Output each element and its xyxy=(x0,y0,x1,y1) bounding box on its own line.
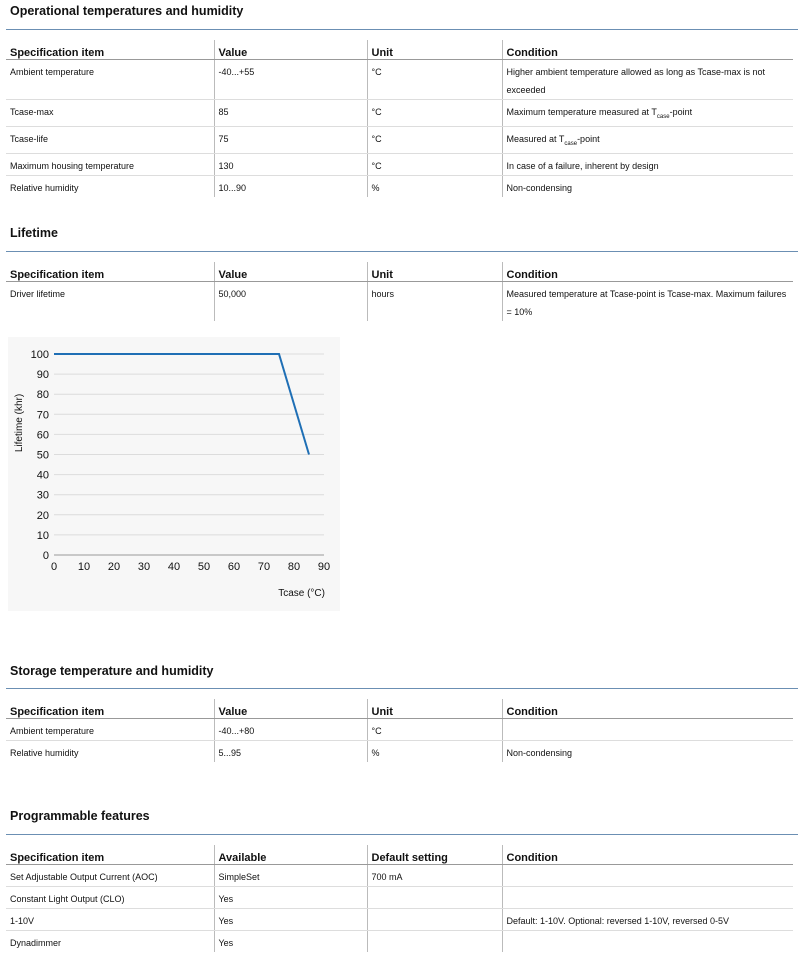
y-tick-label: 10 xyxy=(36,529,49,542)
y-tick-label: 100 xyxy=(30,349,49,361)
lifetime-chart-svg xyxy=(8,337,340,611)
section-title-storage: Storage temperature and humidity xyxy=(10,664,214,678)
cell-condition xyxy=(502,719,793,741)
lifetime-chart xyxy=(8,337,340,611)
cell-value: 50,000 xyxy=(214,282,367,322)
header-value: Value xyxy=(214,40,367,60)
cell-item: Maximum housing temperature xyxy=(6,153,214,175)
section-title-programmable: Programmable features xyxy=(10,809,150,823)
condition-text: Maximum temperature measured at T xyxy=(506,107,657,117)
y-tick-label: 50 xyxy=(36,449,49,462)
y-tick-label: 70 xyxy=(36,409,49,422)
cell-unit: °C xyxy=(367,719,502,741)
header-unit: Unit xyxy=(367,40,502,60)
programmable-table xyxy=(6,845,793,952)
section-title-lifetime: Lifetime xyxy=(10,226,58,240)
header-condition: Condition xyxy=(502,845,793,865)
cell-value: 5...95 xyxy=(214,741,367,763)
cell-default: 700 mA xyxy=(367,865,502,887)
header-spec-item: Specification item xyxy=(6,845,214,865)
cell-condition: Measured temperature at Tcase-point is Tcase-max. Maximum failures = 10% xyxy=(502,282,793,322)
x-axis-label: Tcase (°C) xyxy=(278,588,325,599)
header-default-setting: Default setting xyxy=(367,845,502,865)
cell-available: SimpleSet xyxy=(214,865,367,887)
x-tick-label: 10 xyxy=(77,561,91,573)
cell-unit: °C xyxy=(367,126,502,153)
table-row xyxy=(6,100,793,127)
cell-value: 10...90 xyxy=(214,175,367,197)
cell-item: Tcase-life xyxy=(6,126,214,153)
x-tick-label: 50 xyxy=(197,561,211,573)
y-tick-label: 80 xyxy=(36,389,49,402)
cell-item: 1-10V xyxy=(6,909,214,931)
condition-text: Measured at T xyxy=(506,133,565,144)
cell-unit: °C xyxy=(367,60,502,100)
header-spec-item: Specification item xyxy=(6,699,214,719)
cell-condition xyxy=(502,865,793,887)
table-row xyxy=(6,126,793,153)
condition-text: -point xyxy=(669,107,693,117)
cell-unit: % xyxy=(367,175,502,197)
header-condition: Condition xyxy=(502,40,793,60)
y-tick-label: 30 xyxy=(36,489,49,502)
y-axis-ticks xyxy=(31,349,49,562)
condition-text: -point xyxy=(577,133,600,144)
cell-default xyxy=(367,887,502,909)
chart-series xyxy=(54,354,309,455)
cell-value: -40...+55 xyxy=(214,60,367,100)
y-axis-label: Lifetime (khr) xyxy=(14,393,25,453)
table-row xyxy=(6,931,793,953)
cell-item: Tcase-max xyxy=(6,100,214,127)
x-axis-ticks xyxy=(51,561,330,573)
header-spec-item: Specification item xyxy=(6,262,214,282)
table-row xyxy=(6,741,793,763)
cell-condition: In case of a failure, inherent by design xyxy=(502,153,793,175)
header-value: Value xyxy=(214,262,367,282)
section-divider xyxy=(6,29,798,30)
y-tick-label: 60 xyxy=(36,429,49,442)
y-tick-label: 40 xyxy=(36,469,49,482)
table-row xyxy=(6,865,793,887)
cell-item: Ambient temperature xyxy=(6,60,214,100)
y-tick-label: 20 xyxy=(36,509,49,522)
table-row xyxy=(6,153,793,175)
cell-default xyxy=(367,931,502,953)
section-divider xyxy=(6,688,798,689)
cell-condition: Higher ambient temperature allowed as long as Tcase-max is not exceeded xyxy=(502,60,793,100)
header-value: Value xyxy=(214,699,367,719)
table-row xyxy=(6,175,793,197)
cell-item: Constant Light Output (CLO) xyxy=(6,887,214,909)
cell-default xyxy=(367,909,502,931)
cell-value: 130 xyxy=(214,153,367,175)
cell-unit: % xyxy=(367,741,502,763)
condition-subscript: case xyxy=(564,140,578,147)
x-tick-label: 0 xyxy=(50,561,58,573)
cell-condition xyxy=(502,887,793,909)
y-tick-label: 0 xyxy=(42,550,49,562)
header-unit: Unit xyxy=(367,262,502,282)
cell-available: Yes xyxy=(214,887,367,909)
cell-unit: hours xyxy=(367,282,502,322)
cell-condition xyxy=(502,126,793,153)
y-tick-label: 90 xyxy=(36,369,49,382)
table-row xyxy=(6,60,793,100)
x-tick-label: 70 xyxy=(257,561,271,573)
cell-value: -40...+80 xyxy=(214,719,367,741)
x-tick-label: 40 xyxy=(167,561,181,573)
cell-value: 75 xyxy=(214,126,367,153)
cell-item: Relative humidity xyxy=(10,748,79,758)
x-tick-label: 60 xyxy=(227,561,241,573)
header-condition: Condition xyxy=(502,699,793,719)
cell-value: 85 xyxy=(214,100,367,127)
cell-unit: °C xyxy=(367,100,502,127)
cell-available: Yes xyxy=(214,931,367,953)
cell-condition xyxy=(502,100,793,127)
cell-item: Driver lifetime xyxy=(10,289,66,299)
x-tick-label: 20 xyxy=(107,561,121,573)
header-available: Available xyxy=(214,845,367,865)
header-unit: Unit xyxy=(367,699,502,719)
x-tick-label: 90 xyxy=(317,561,331,573)
operational-table xyxy=(6,40,793,197)
header-condition: Condition xyxy=(502,262,793,282)
section-divider xyxy=(6,251,798,252)
lifetime-table xyxy=(6,262,793,321)
cell-condition: Default: 1-10V. Optional: reversed 1-10V, reversed 0-5V xyxy=(502,909,793,931)
cell-item: Relative humidity xyxy=(10,182,79,193)
section-divider xyxy=(6,834,798,835)
x-tick-label: 80 xyxy=(287,561,301,573)
table-row xyxy=(6,909,793,931)
cell-item: Set Adjustable Output Current (AOC) xyxy=(6,865,214,887)
table-row xyxy=(6,719,793,741)
cell-condition: Non-condensing xyxy=(502,741,793,763)
series-line xyxy=(54,354,309,455)
cell-item: Dynadimmer xyxy=(10,938,62,948)
table-row xyxy=(6,887,793,909)
chart-grid xyxy=(54,354,324,535)
cell-available: Yes xyxy=(214,909,367,931)
table-row xyxy=(6,282,793,322)
storage-table xyxy=(6,699,793,762)
x-tick-label: 30 xyxy=(137,561,151,573)
header-spec-item: Specification item xyxy=(6,40,214,60)
cell-condition: Non-condensing xyxy=(502,175,793,197)
condition-subscript: case xyxy=(656,113,670,120)
cell-unit: °C xyxy=(367,153,502,175)
section-title-operational: Operational temperatures and humidity xyxy=(10,4,244,18)
cell-condition xyxy=(502,931,793,953)
cell-item: Ambient temperature xyxy=(6,719,214,741)
